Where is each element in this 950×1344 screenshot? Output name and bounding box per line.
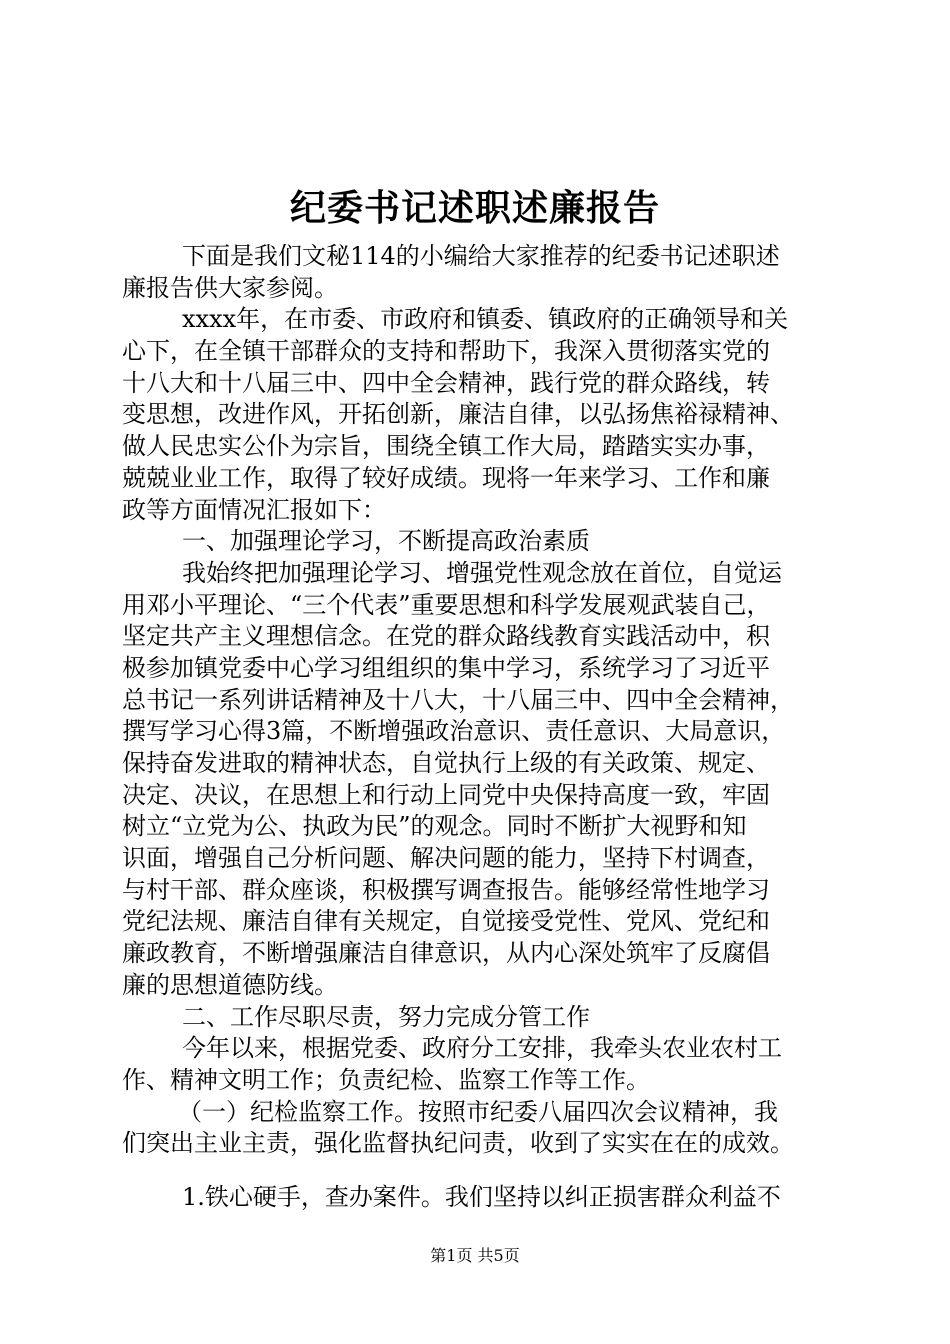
paragraph-line: 树立“立党为公、执政为民”的观念。同时不断扩大视野和知 [122,812,747,841]
paragraph-line: 变思想，改进作风，开拓创新，廉洁自律，以弘扬焦裕禄精神、 [122,400,794,429]
paragraph-line: 撰写学习心得3篇，不断增强政治意识、责任意识、大局意识， [122,717,786,746]
paragraph-gap [122,1160,832,1182]
paragraph-line: 们突出主业主责，强化监督执纪问责，收到了实实在在的成效。 [122,1129,794,1158]
paragraph-line: 心下，在全镇干部群众的支持和帮助下，我深入贯彻落实党的 [122,337,770,366]
paragraph-line: 1.铁心硬手，查办案件。我们坚持以纠正损害群众利益不 [182,1182,781,1211]
paragraph-line: 今年以来，根据党委、政府分工安排，我牵头农业农村工 [182,1034,782,1063]
paragraph-line: xxxx年，在市委、市政府和镇委、镇政府的正确领导和关 [182,305,789,334]
paragraph-line: 我始终把加强理论学习、增强党性观念放在首位，自觉运 [182,558,782,587]
paragraph-line: 决定、决议，在思想上和行动上同党中央保持高度一致，牢固 [122,780,770,809]
paragraph-line: 下面是我们文秘114的小编给大家推荐的纪委书记述职述 [182,242,780,270]
paragraph-line: 廉政教育，不断增强廉洁自律意识，从内心深处筑牢了反腐倡 [122,939,770,968]
paragraph-line: 党纪法规、廉洁自律有关规定，自觉接受党性、党风、党纪和 [122,907,770,936]
section-heading: 二、工作尽职尽责，努力完成分管工作 [182,1002,590,1031]
paragraph-line: 作、精神文明工作；负责纪检、监察工作等工作。 [122,1065,650,1094]
subsection-line: （一）纪检监察工作。按照市纪委八届四次会议精神，我 [178,1097,778,1126]
document-title: 纪委书记述职述廉报告 [289,187,660,229]
paragraph-line: 廉报告供大家参阅。 [122,273,338,302]
paragraph-line: 与村干部、群众座谈，积极撰写调查报告。能够经常性地学习 [122,875,770,904]
paragraph-line: 保持奋发进取的精神状态，自觉执行上级的有关政策、规定、 [122,749,770,777]
paragraph-line: 做人民忠实公仆为宗旨，围绕全镇工作大局，踏踏实实办事， [122,432,770,461]
paragraph-line: 总书记一系列讲话精神及十八大，十八届三中、四中全会精神， [122,685,794,714]
paragraph-line: 用邓小平理论、“三个代表”重要思想和科学发展观武装自己， [122,590,771,619]
paragraph-line: 十八大和十八届三中、四中全会精神，践行党的群众路线，转 [122,368,770,397]
section-heading: 一、加强理论学习，不断提高政治素质 [182,527,590,556]
paragraph-line: 兢兢业业工作，取得了较好成绩。现将一年来学习、工作和廉 [122,463,770,492]
document-body [122,241,832,1214]
paragraph-line: 政等方面情况汇报如下： [122,495,386,524]
paragraph-line: 极参加镇党委中心学习组组织的集中学习，系统学习了习近平 [122,653,770,682]
page-footer: 第1页 共5页 [430,1246,520,1265]
paragraph-line: 廉的思想道德防线。 [122,970,338,999]
paragraph-line: 坚定共产主义理想信念。在党的群众路线教育实践活动中，积 [122,622,770,651]
paragraph-line: 识面，增强自己分析问题、解决问题的能力，坚持下村调查， [122,844,770,873]
